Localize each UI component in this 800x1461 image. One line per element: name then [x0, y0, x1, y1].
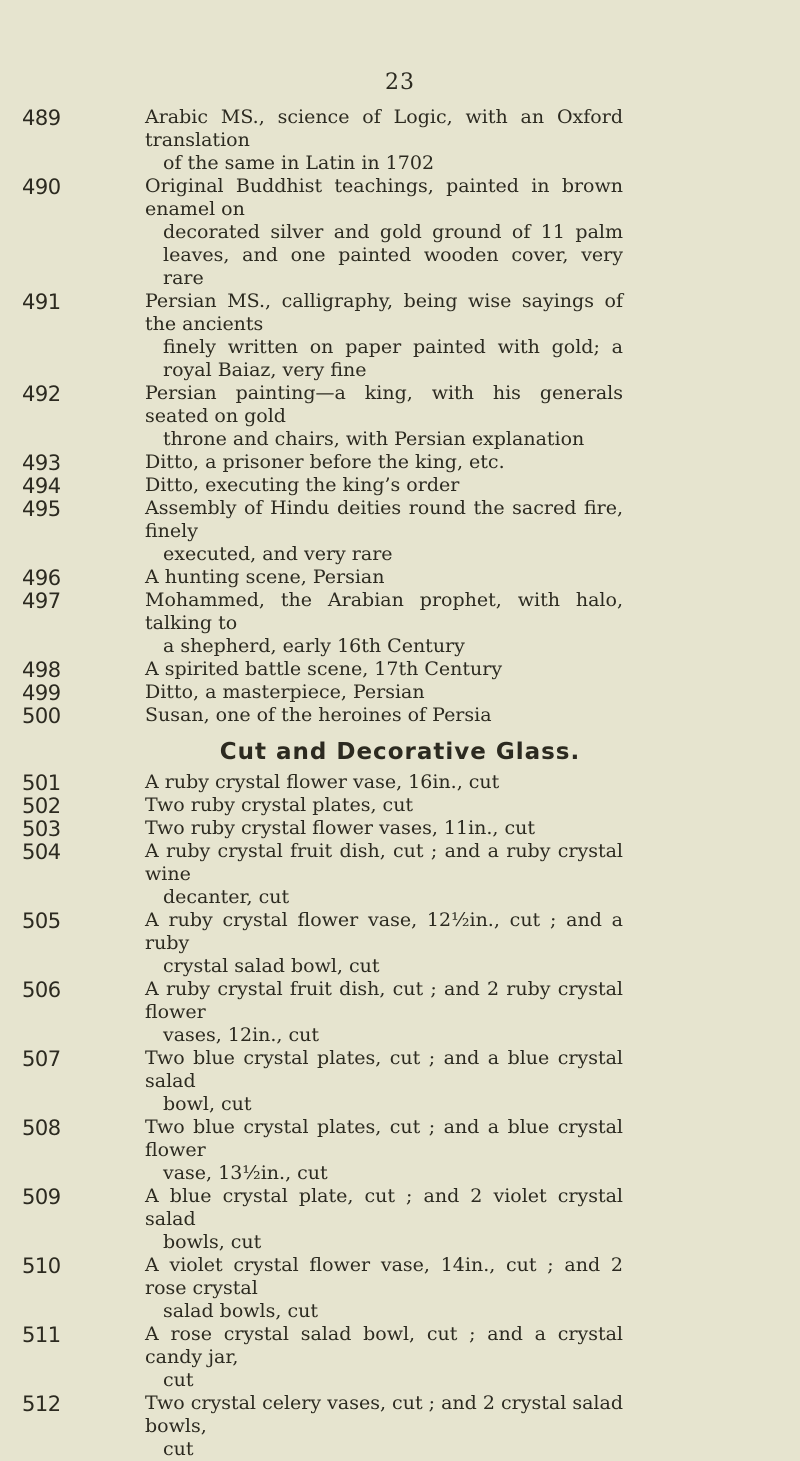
lot-description: A blue crystal plate, cut ; and 2 violet crystal salad bowls, cut — [145, 1185, 623, 1253]
lot-description: Two crystal celery vases, cut ; and 2 crystal salad bowls, cut — [145, 1392, 623, 1460]
lot-description: Two ruby crystal plates, cut — [145, 794, 414, 816]
lot-number: 502 — [22, 794, 61, 818]
lot-description: A violet crystal flower vase, 14in., cut ; and 2 rose crystal salad bowls, cut — [145, 1254, 623, 1322]
lot-number: 492 — [22, 382, 61, 406]
lot-description: Two ruby crystal flower vases, 11in., cut — [145, 817, 536, 839]
lot-description: Susan, one of the heroines of Persia — [145, 704, 492, 726]
lot-description: A hunting scene, Persian — [145, 566, 385, 588]
lot-number: 498 — [22, 658, 61, 682]
lot-number: 504 — [22, 840, 61, 864]
lot-number: 506 — [22, 978, 61, 1002]
lot-number: 509 — [22, 1185, 61, 1209]
lot-number: 501 — [22, 771, 61, 795]
lot-description: Persian MS., calligraphy, being wise sayings of the ancients finely written on paper painted with gold; a royal Baiaz, very fine — [145, 290, 623, 381]
lot-description: A spirited battle scene, 17th Century — [145, 658, 503, 680]
lot-number: 489 — [22, 106, 61, 130]
lot-description: Assembly of Hindu deities round the sacred fire, finely executed, and very rare — [145, 497, 623, 565]
lot-number: 499 — [22, 681, 61, 705]
lot-description: A rose crystal salad bowl, cut ; and a crystal candy jar, cut — [145, 1323, 623, 1391]
lot-number: 494 — [22, 474, 61, 498]
lot-description: Ditto, executing the king’s order — [145, 474, 460, 496]
lot-description: Mohammed, the Arabian prophet, with halo, talking to a shepherd, early 16th Century — [145, 589, 623, 657]
lot-number: 508 — [22, 1116, 61, 1140]
lot-number: 500 — [22, 704, 61, 728]
lot-description: Two blue crystal plates, cut ; and a blue crystal flower vase, 13½in., cut — [145, 1116, 623, 1184]
lot-description: Original Buddhist teachings, painted in brown enamel on decorated silver and gold ground of 11 palm leaves, and one painted wooden cover, very rare — [145, 175, 623, 289]
lot-number: 496 — [22, 566, 61, 590]
section-heading: Cut and Decorative Glass. — [219, 739, 581, 765]
lot-number: 495 — [22, 497, 61, 521]
lot-number: 511 — [22, 1323, 61, 1347]
lot-number: 497 — [22, 589, 61, 613]
lot-number: 505 — [22, 909, 61, 933]
lot-description: Arabic MS., science of Logic, with an Oxford translation of the same in Latin in 1702 — [145, 106, 623, 174]
lot-number: 491 — [22, 290, 61, 314]
lot-number: 512 — [22, 1392, 61, 1416]
lot-description: Two blue crystal plates, cut ; and a blue crystal salad bowl, cut — [145, 1047, 623, 1115]
lot-description: Persian painting—a king, with his generals seated on gold throne and chairs, with Persian explanation — [145, 382, 623, 450]
lot-description: Ditto, a prisoner before the king, etc. — [145, 451, 505, 473]
lot-number: 490 — [22, 175, 61, 199]
lot-description: A ruby crystal fruit dish, cut ; and a ruby crystal wine decanter, cut — [145, 840, 623, 908]
page-number: 23 — [385, 70, 415, 95]
lot-number: 510 — [22, 1254, 61, 1278]
lot-description: Ditto, a masterpiece, Persian — [145, 681, 425, 703]
lot-number: 507 — [22, 1047, 61, 1071]
lot-description: A ruby crystal fruit dish, cut ; and 2 ruby crystal flower vases, 12in., cut — [145, 978, 623, 1046]
lot-description: A ruby crystal flower vase, 12½in., cut ; and a ruby crystal salad bowl, cut — [145, 909, 623, 977]
lot-number: 493 — [22, 451, 61, 475]
lot-description: A ruby crystal flower vase, 16in., cut — [145, 771, 500, 793]
lot-number: 503 — [22, 817, 61, 841]
